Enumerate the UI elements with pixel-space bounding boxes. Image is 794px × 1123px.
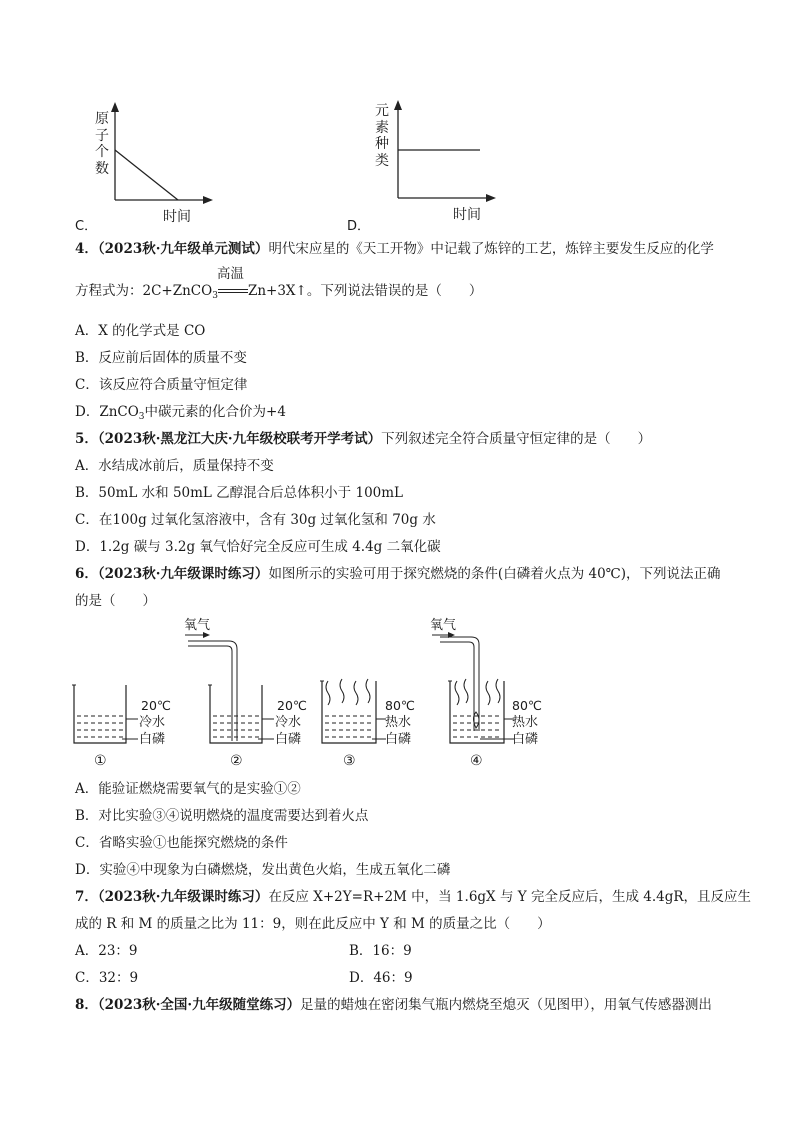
q4-option-b: B．反应前后固体的质量不变 [75,350,247,366]
graph-d-y-label: 元素种类 [375,103,389,169]
q4-eq-condition: 高温 [216,266,244,282]
q7-option-a: A．23：9 [75,943,138,959]
q5-source: （2023秋·黑龙江大庆·九年级校联考开学考试） [97,431,382,447]
q5-option-a: A．水结成冰前后，质量保持不变 [75,458,274,474]
q4-number: 4． [75,241,98,257]
beaker-3-p: 白磷 [385,732,412,747]
beaker-2-num: ② [230,753,243,769]
q4-eq-left: 2C+ZnCO [142,283,213,299]
beaker-4-num: ④ [470,753,483,769]
q6-stem-line-2: 的是（ ） [75,593,156,609]
q4-option-d-prefix: D．ZnCO [75,404,139,420]
q6-option-a: A．能验证燃烧需要氧气的是实验①② [75,781,301,797]
beaker-3-water: 热水 [385,715,412,730]
q4-stem-line-1 [75,240,714,258]
q7-stem-line-2: 成的 R 和 M 的质量之比为 11：9，则在此反应中 Y 和 M 的质量之比（ ） [75,916,551,932]
beaker-3-temp: 80℃ [385,698,415,713]
q8-source: （2023秋·全国·九年级随堂练习） [97,997,301,1013]
beaker-1-temp: 20℃ [141,698,171,713]
q4-option-a: A．X 的化学式是 CO [75,323,206,339]
q4-stem-2-prefix: 方程式为： [75,283,143,299]
beaker-1-p: 白磷 [139,732,166,747]
q5-stem [75,430,651,448]
q7-number: 7． [75,889,98,905]
beaker-2 [184,618,307,769]
beaker-4-oxygen: 氧气 [430,618,457,633]
option-d-label: D． [347,219,371,234]
beaker-1 [72,685,171,769]
graph-d-x-label: 时间 [453,207,481,223]
q4-option-d-sub: 3 [138,412,145,422]
beaker-4-p: 白磷 [512,732,539,747]
graph-c-axes [105,100,215,205]
q4-eq-right: Zn+3X↑ [247,283,307,299]
graph-d-axes [388,98,498,203]
beaker-1-water: 冷水 [139,715,166,730]
beaker-4-water: 热水 [512,715,539,730]
beaker-3 [320,679,415,769]
q4-option-d [75,403,286,423]
q6-source: （2023秋·九年级课时练习） [97,566,269,582]
q4-eq-left-sub: 3 [212,291,218,301]
q7-option-b: B．16：9 [349,943,412,959]
q5-option-c: C．在100g 过氧化氢溶液中，含有 30g 过氧化氢和 70g 水 [75,512,436,528]
beaker-2-oxygen: 氧气 [184,618,211,633]
q6-option-d: D．实验④中现象为白磷燃烧，发出黄色火焰，生成五氧化二磷 [75,862,451,878]
q6-experiment-figure [60,615,560,775]
option-c-label: C． [75,219,98,234]
q4-stem-2-suffix: 。下列说法错误的是（ ） [306,283,483,299]
q5-stem-text: 下列叙述完全符合质量守恒定律的是（ ） [381,431,652,447]
q8-stem-text: 足量的蜡烛在密闭集气瓶内燃烧至熄灭（见图甲），用氧气传感器测出 [300,997,712,1013]
q4-option-c: C．该反应符合质量守恒定律 [75,377,248,393]
q5-option-d: D．1.2g 碳与 3.2g 氧气恰好完全反应可生成 4.4g 二氧化碳 [75,539,441,555]
q4-stem-1: 明代宋应星的《天工开物》中记载了炼锌的工艺，炼锌主要发生反应的化学 [268,241,714,257]
beaker-3-num: ③ [343,753,356,769]
q7-stem-1: 在反应 X+2Y=R+2M 中，当 1.6gX 与 Y 完全反应后，生成 4.4gR，且反应生 [268,889,752,905]
q7-option-c: C．32：9 [75,970,139,986]
q5-option-b: B．50mL 水和 50mL 乙醇混合后总体积小于 100mL [75,485,404,501]
q5-number: 5． [75,431,98,447]
beaker-1-num: ① [94,753,107,769]
q4-source: （2023秋·九年级单元测试） [97,241,269,257]
q6-option-c: C．省略实验①也能探究燃烧的条件 [75,835,288,851]
graph-c-x-label: 时间 [163,209,191,225]
graph-c-y-label: 原子个数 [95,111,109,177]
beaker-2-p: 白磷 [275,732,302,747]
beaker-2-water: 冷水 [275,715,302,730]
q8-number: 8． [75,997,98,1013]
graph-c-line [115,150,178,200]
q7-option-d: D．46：9 [349,970,413,986]
beaker-4-temp: 80℃ [512,698,542,713]
q6-stem-line-1 [75,565,721,583]
q4-eq-arrow [216,266,248,300]
beaker-2-temp: 20℃ [277,698,307,713]
q6-number: 6． [75,566,98,582]
q4-option-d-suffix: 中碳元素的化合价为+4 [144,404,286,420]
q8-stem [75,996,712,1014]
q6-stem-1: 如图所示的实验可用于探究燃烧的条件(白磷着火点为 40℃)，下列说法正确 [268,566,721,582]
q7-stem-line-1 [75,888,751,906]
beaker-4 [430,618,542,769]
q7-source: （2023秋·九年级课时练习） [97,889,269,905]
q6-option-b: B．对比实验③④说明燃烧的温度需要达到着火点 [75,808,369,824]
q4-stem-line-2 [75,266,483,302]
